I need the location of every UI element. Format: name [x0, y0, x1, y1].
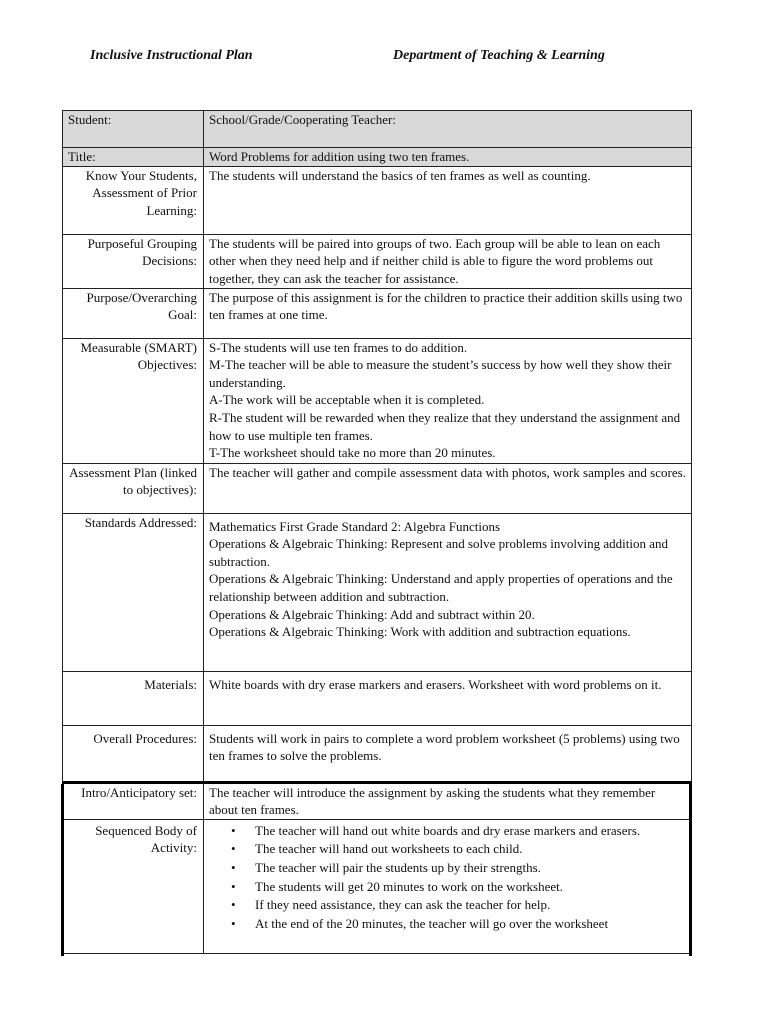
assessment-plan-label: Assessment Plan (linked to objectives):: [63, 463, 204, 513]
procedures-label: Overall Procedures:: [63, 725, 204, 782]
standard-item: Operations & Algebraic Thinking: Represent and solve problems involving addition and subtraction.: [209, 536, 669, 569]
standard-item: Operations & Algebraic Thinking: Work with addition and subtraction equations.: [209, 624, 631, 640]
row-standards: [63, 513, 692, 671]
section-border-left: [61, 784, 64, 956]
standards-value: [204, 513, 692, 671]
know-students-label: Know Your Students, Assessment of Prior Learning:: [63, 166, 204, 234]
objective-s: S-The students will use ten frames to do addition.: [209, 339, 468, 355]
bullet-icon: •: [231, 915, 236, 931]
grouping-label: Purposeful Grouping Decisions:: [63, 234, 204, 288]
materials-label: Materials:: [63, 671, 204, 725]
header-department: Department of Teaching & Learning: [393, 48, 605, 63]
row-body-of-activity: [63, 819, 692, 953]
purpose-value: The purpose of this assignment is for the children to practice their addition skills using two ten frames at one time.: [204, 288, 692, 338]
standards-label: Standards Addressed:: [63, 513, 204, 671]
row-assessment-plan: [63, 463, 692, 513]
row-student: [63, 111, 692, 148]
row-purpose: [63, 288, 692, 338]
row-grouping: [63, 234, 692, 288]
objective-a: A-The work will be acceptable when it is completed.: [209, 392, 485, 408]
procedures-value: Students will work in pairs to complete a word problem worksheet (5 problems) using two ten frames to solve the problems.: [204, 725, 692, 782]
standard-item: Operations & Algebraic Thinking: Add and subtract within 20.: [209, 606, 535, 622]
title-value: Word Problems for addition using two ten frames.: [204, 148, 692, 167]
bullet-icon: •: [231, 878, 236, 894]
row-intro: [63, 782, 692, 819]
purpose-label: Purpose/Overarching Goal:: [63, 288, 204, 338]
list-item: • The students will get 20 minutes to work on the worksheet.: [231, 878, 563, 894]
row-materials: [63, 671, 692, 725]
row-smart-objectives: [63, 338, 692, 463]
standard-item: Mathematics First Grade Standard 2: Algebra Functions: [209, 518, 501, 534]
objective-m: M-The teacher will be able to measure the student’s success by how well they show their understanding.: [209, 357, 672, 390]
bullet-icon: •: [231, 897, 236, 913]
know-students-value: The students will understand the basics of ten frames as well as counting.: [204, 166, 692, 234]
bullet-icon: •: [231, 859, 236, 875]
activity-list: [209, 822, 686, 933]
materials-value: White boards with dry erase markers and erasers. Worksheet with word problems on it.: [204, 671, 692, 725]
page-header: [0, 46, 768, 68]
student-label: Student:: [63, 111, 204, 148]
section-border-right: [689, 784, 692, 956]
row-know-students: [63, 166, 692, 234]
body-of-activity-value: [204, 819, 692, 953]
intro-label: Intro/Anticipatory set:: [63, 782, 204, 819]
bullet-icon: •: [231, 822, 236, 838]
list-item: • The teacher will hand out white boards and dry erase markers and erasers.: [231, 822, 641, 838]
assessment-plan-value: The teacher will gather and compile assessment data with photos, work samples and scores.: [204, 463, 692, 513]
header-plan-title: Inclusive Instructional Plan: [90, 48, 253, 63]
intro-value: The teacher will introduce the assignment by asking the students what they remember about ten frames.: [204, 782, 692, 819]
school-grade-teacher-label: School/Grade/Cooperating Teacher:: [204, 111, 692, 148]
instructional-plan-table: [62, 110, 692, 954]
smart-objectives-value: [204, 338, 692, 463]
body-of-activity-label: Sequenced Body of Activity:: [63, 819, 204, 953]
smart-objectives-label: Measurable (SMART) Objectives:: [63, 338, 204, 463]
objective-t: T-The worksheet should take no more than 20 minutes.: [209, 445, 496, 461]
row-procedures: [63, 725, 692, 782]
row-title: [63, 148, 692, 167]
list-item: • If they need assistance, they can ask the teacher for help.: [231, 897, 551, 913]
list-item: • At the end of the 20 minutes, the teacher will go over the worksheet: [231, 915, 609, 931]
grouping-value: The students will be paired into groups of two. Each group will be able to lean on each other when they need help and if neither child is able to figure the word problems out together, they can ask the teacher for assistance.: [204, 234, 692, 288]
list-item: • The teacher will hand out worksheets to each child.: [231, 841, 523, 857]
objective-r: R-The student will be rewarded when they realize that they understand the assignment and how to use multiple ten frames.: [209, 409, 681, 443]
bullet-icon: •: [231, 841, 236, 857]
standard-item: Operations & Algebraic Thinking: Understand and apply properties of operations and the relationship between addition and subtraction.: [209, 571, 673, 604]
title-label: Title:: [63, 148, 204, 167]
list-item: • The teacher will pair the students up by their strengths.: [231, 859, 541, 875]
